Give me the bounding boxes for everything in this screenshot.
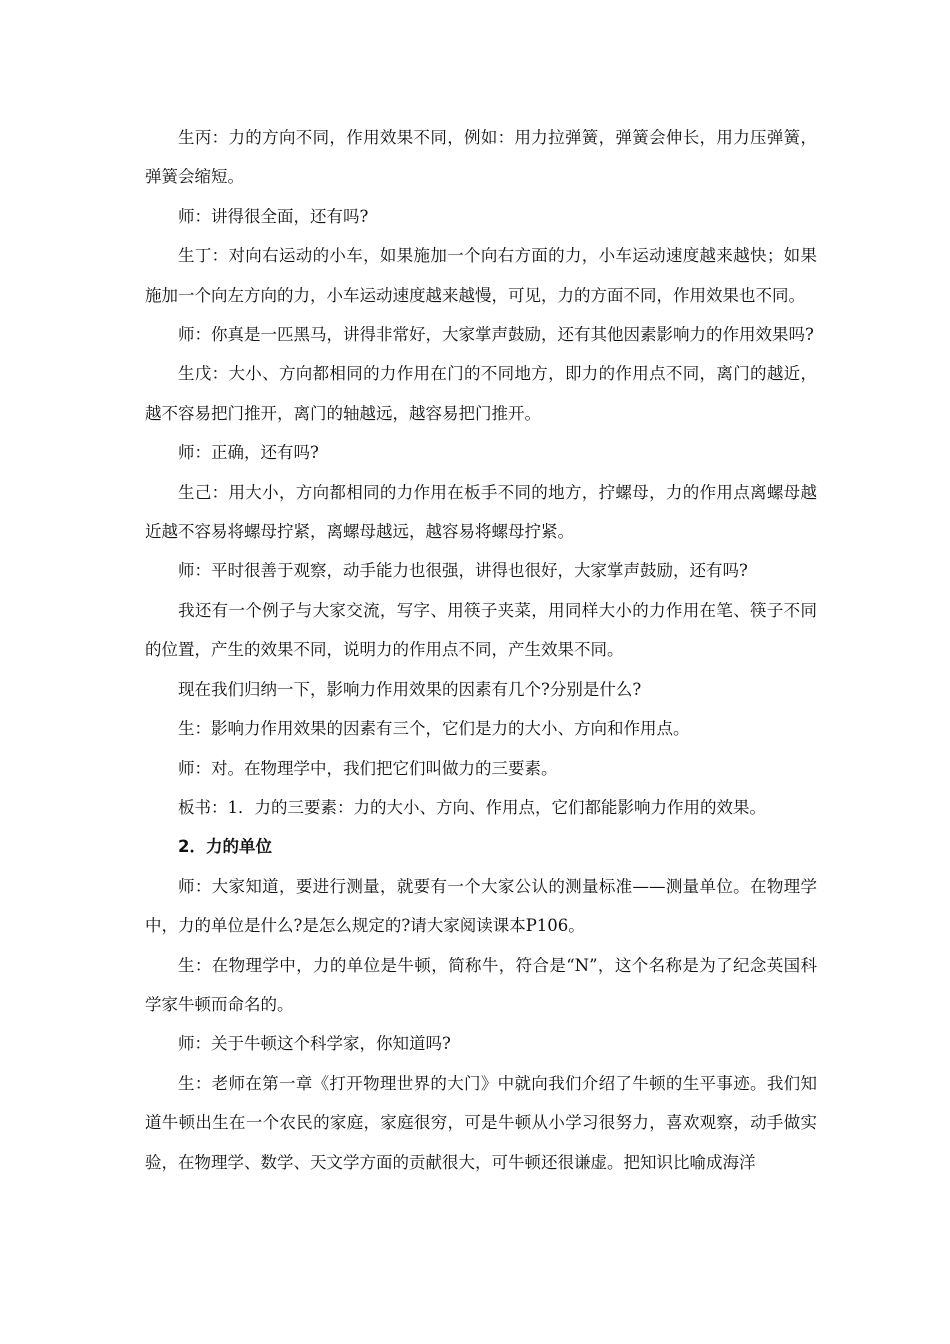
- paragraph-10: 现在我们归纳一下，影响力作用效果的因素有几个?分别是什么?: [178, 679, 642, 699]
- paragraph-15: 师：大家知道，要进行测量，就要有一个大家公认的测量标准——测量单位。在物理学中，力的单位是什么?是怎么规定的?请大家阅读课本P106。: [145, 876, 817, 936]
- section-heading-force-unit: 2．力的单位: [178, 837, 272, 857]
- paragraph-12: 师：对。在物理学中，我们把它们叫做力的三要素。: [178, 758, 558, 778]
- paragraph-5: 生戊：大小、方向都相同的力作用在门的不同地方，即力的作用点不同，离门的越近，越不容易把门推开，离门的轴越远，越容易把门推开。: [145, 364, 817, 423]
- paragraph-16: 生：在物理学中，力的单位是牛顿，简称牛，符合是“N”，这个名称是为了纪念英国科学家牛顿而命名的。: [145, 955, 817, 1014]
- paragraph-1: 生丙：力的方向不同，作用效果不同，例如：用力拉弹簧，弹簧会伸长，用力压弹簧，弹簧会缩短。: [145, 128, 817, 187]
- paragraph-17: 师：关于牛顿这个科学家，你知道吗?: [178, 1034, 451, 1054]
- paragraph-4: 师：你真是一匹黑马，讲得非常好，大家掌声鼓励，还有其他因素影响力的作用效果吗?: [178, 325, 814, 345]
- paragraph-9: 我还有一个例子与大家交流，写字、用筷子夹菜，用同样大小的力作用在笔、筷子不同的位置，产生的效果不同，说明力的作用点不同，产生效果不同。: [145, 600, 817, 660]
- paragraph-2: 师：讲得很全面，还有吗?: [178, 206, 369, 226]
- paragraph-6: 师：正确，还有吗?: [178, 443, 319, 463]
- paragraph-18: 生：老师在第一章《打开物理世界的大门》中就向我们介绍了牛顿的生平事迹。我们知道牛顿出生在一个农民的家庭，家庭很穷，可是牛顿从小学习很努力，喜欢观察，动手做实验，在物理学、数学、天文学方面的贡献很大，可牛顿还很谦虚。把知识比喻成海洋: [145, 1073, 817, 1172]
- paragraph-3: 生丁：对向右运动的小车，如果施加一个向右方面的力，小车运动速度越来越快；如果施加一个向左方向的力，小车运动速度越来越慢，可见，力的方面不同，作用效果也不同。: [145, 246, 817, 305]
- document-body: [145, 118, 817, 1182]
- paragraph-13: 板书：1．力的三要素：力的大小、方向、作用点，它们都能影响力作用的效果。: [178, 797, 766, 817]
- paragraph-7: 生己：用大小，方向都相同的力作用在板手不同的地方，拧螺母，力的作用点离螺母越近越不容易将螺母拧紧，离螺母越远，越容易将螺母拧紧。: [145, 482, 817, 542]
- paragraph-8: 师：平时很善于观察，动手能力也很强，讲得也很好，大家掌声鼓励，还有吗?: [178, 561, 748, 581]
- paragraph-11: 生：影响力作用效果的因素有三个，它们是力的大小、方向和作用点。: [178, 719, 690, 739]
